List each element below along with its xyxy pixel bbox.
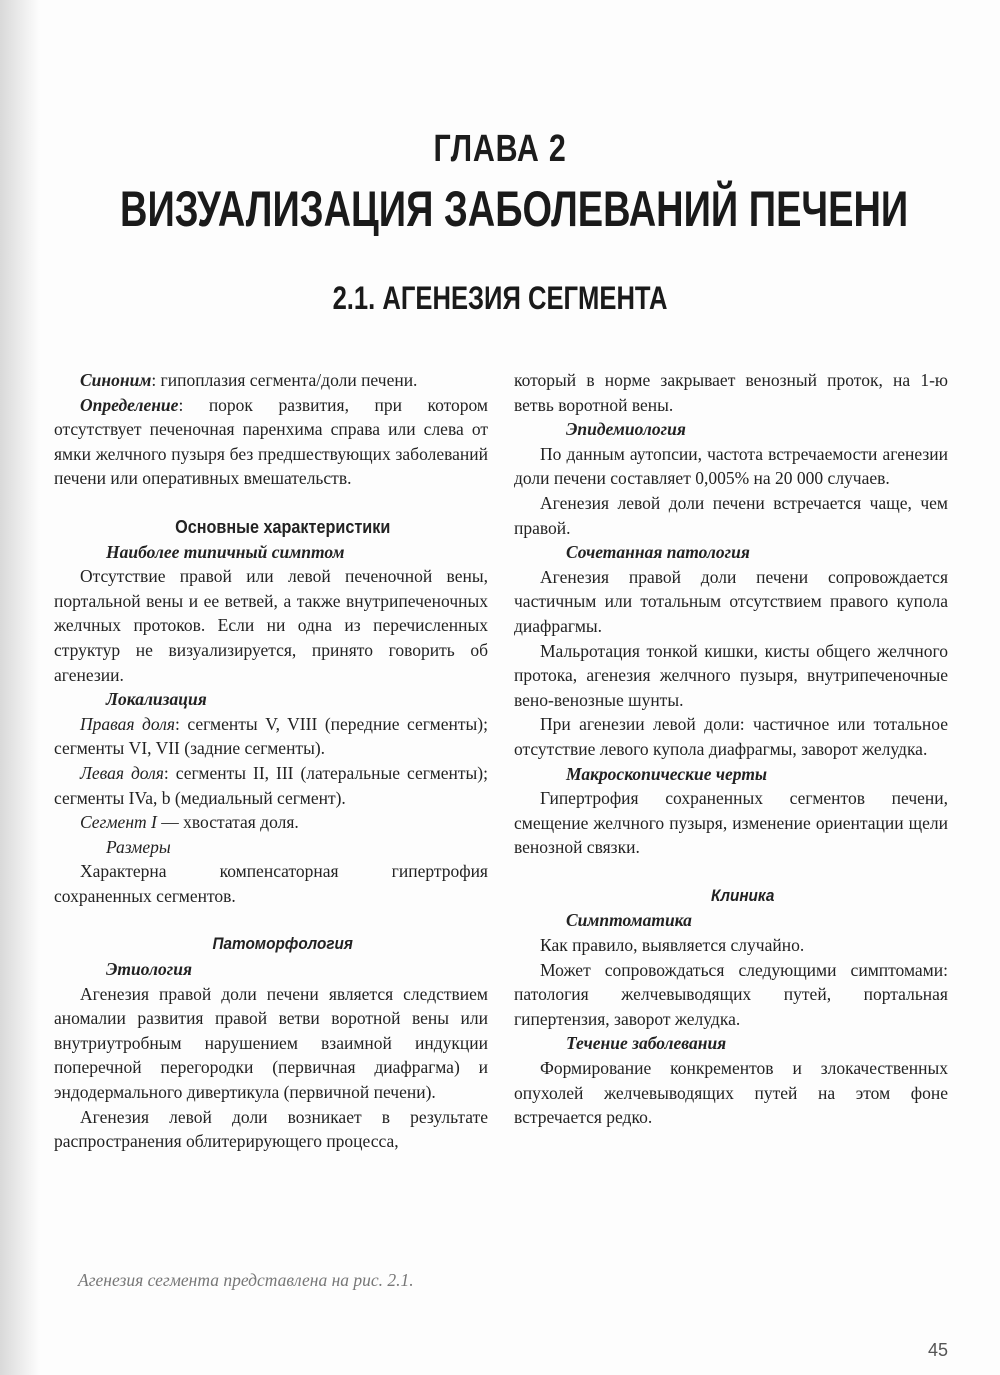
disease-course-text: Формирование конкрементов и злокачественных опухолей желчевыводящих путей на этом фоне встречается редко.	[514, 1058, 948, 1128]
sizes-text: Характерна компенсаторная гипертрофия сохраненных сегментов.	[54, 861, 488, 906]
associated-pathology-heading: Сочетанная патология	[566, 542, 750, 563]
epidemiology-heading: Эпидемиология	[566, 419, 686, 440]
left-lobe-label: Левая доля	[80, 762, 164, 783]
page-number: 45	[928, 1340, 949, 1360]
chapter-title: ВИЗУАЛИЗАЦИЯ ЗАБОЛЕВАНИЙ ПЕЧЕНИ	[120, 181, 909, 237]
left-lobe-paragraph	[54, 761, 488, 810]
left-lobe-text: : сегменты II, III (латеральные сегменты); сегменты IVa, b (медиальный сегмент).	[54, 762, 488, 808]
synonym-text: : гипоплазия сегмента/доли печени.	[151, 370, 418, 390]
definition-label: Определение	[80, 394, 179, 415]
segment1-paragraph	[54, 810, 488, 835]
right-lobe-text: : сегменты V, VIII (передние сегменты); сегменты VI, VII (задние сегменты).	[54, 713, 488, 759]
etiology-heading: Этиология	[106, 959, 192, 980]
typical-symptom-heading: Наиболее типичный симптом	[106, 541, 345, 562]
section-title: 2.1. АГЕНЕЗИЯ СЕГМЕНТА	[332, 280, 668, 316]
chapter-label: ГЛАВА 2	[433, 128, 567, 170]
symptoms-text-2: Может сопровождаться следующими симптомами: патология желчевыводящих путей, портальная гипертензия, заворот желудка.	[514, 959, 948, 1029]
right-column	[514, 368, 948, 1130]
typical-symptom-text: Отсутствие правой или левой печеночной вены, портальной вены и ее ветвей, а также внутрипеченочных желчных протоков. Если ни одна из перечисленных структур не визуализируется, принято говорить об агенезии.	[54, 566, 488, 685]
segment1-text: — хвостатая доля.	[156, 812, 299, 833]
epidemiology-text-1: По данным аутопсии, частота встречаемости агенезии доли печени составляет 0,005% на 20 000 случаев.	[514, 443, 948, 489]
pathomorphology-heading: Патоморфология	[212, 934, 353, 954]
right-lobe-paragraph	[54, 712, 488, 761]
left-column	[54, 368, 488, 1154]
macroscopic-text: Гипертрофия сохраненных сегментов печени, смещение желчного пузыря, изменение ориентации щели венозной связки.	[514, 788, 948, 858]
continuation-text: который в норме закрывает венозный проток, на 1-ю ветвь воротной вены.	[514, 370, 948, 415]
macroscopic-heading: Макроскопические черты	[566, 763, 768, 784]
localization-heading: Локализация	[106, 689, 207, 710]
main-characteristics-heading: Основные характеристики	[175, 516, 391, 537]
sizes-heading: Размеры	[106, 836, 171, 857]
synonym-label: Синоним	[80, 370, 152, 390]
associated-text-2: Мальротация тонкой кишки, кисты общего желчного протока, агенезия желчного пузыря, внутрипеченочные вено-венозные шунты.	[514, 640, 948, 710]
epidemiology-text-2: Агенезия левой доли печени встречается чаще, чем правой.	[514, 492, 948, 538]
synonym-paragraph	[54, 368, 488, 393]
definition-text: : порок развития, при котором отсутствует печеночная паренхима справа или слева от ямки желчного пузыря без предшествующих заболеваний печени или оперативных вмешательств.	[54, 394, 488, 489]
clinic-heading: Клиника	[711, 885, 775, 905]
figure-reference-caption: Агенезия сегмента представлена на рис. 2.1.	[78, 1270, 414, 1290]
etiology-text-2: Агенезия левой доли возникает в результате распространения облитерирующего процесса,	[54, 1106, 488, 1152]
associated-text-1: Агенезия правой доли печени сопровождается частичным или тотальным отсутствием правого купола диафрагмы.	[514, 566, 948, 636]
symptoms-text-1: Как правило, выявляется случайно.	[540, 935, 805, 956]
page-gutter-shade	[0, 0, 40, 1375]
associated-text-3: При агенезии левой доли: частичное или тотальное отсутствие левого купола диафрагмы, заворот желудка.	[514, 714, 948, 759]
definition-paragraph	[54, 393, 488, 491]
right-lobe-label: Правая доля	[80, 713, 175, 734]
segment1-label: Сегмент I	[80, 812, 157, 833]
disease-course-heading: Течение заболевания	[566, 1033, 727, 1054]
symptoms-heading: Симптоматика	[566, 910, 692, 931]
etiology-text-1: Агенезия правой доли печени является следствием аномалии развития правой ветви воротной вены или внутриутробным нарушением взаимной индукции поперечной перегородки (первичная диафрагма) и эндодермального дивертикула (первичной печени).	[54, 983, 488, 1103]
